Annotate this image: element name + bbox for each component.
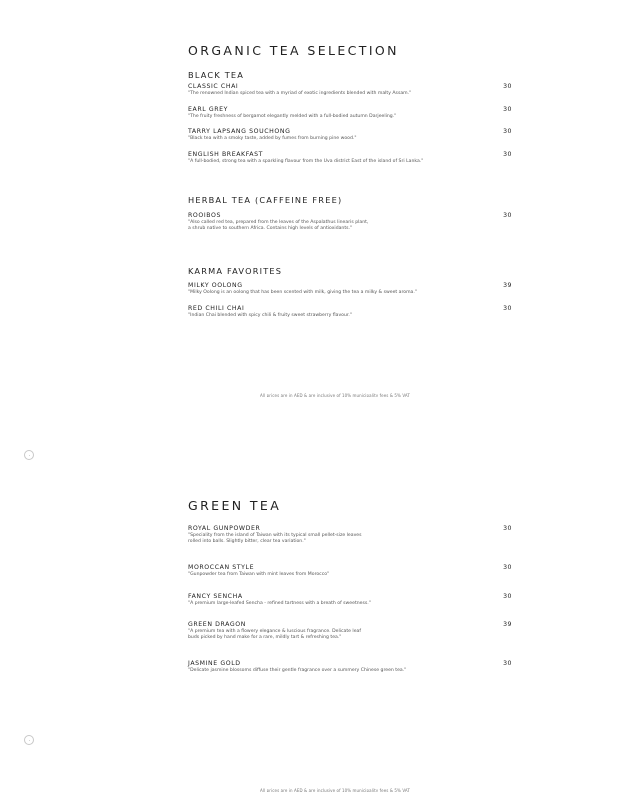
item-name: ENGLISH BREAKFAST — [188, 151, 264, 158]
menu-item — [188, 564, 512, 578]
page-title: ORGANIC TEA SELECTION — [188, 43, 399, 58]
item-description: "Delicate jasmine blossoms diffuse their gentle fragrance over a summery Chinese green tea." — [188, 668, 407, 673]
price-footnote: All prices are in AED & are inclusive of 10% municipality fees & 5% VAT — [260, 788, 410, 792]
menu-item — [188, 151, 512, 165]
menu-item — [188, 128, 512, 142]
menu-item — [188, 282, 512, 296]
item-name: TARRY LAPSANG SOUCHONG — [188, 128, 291, 135]
item-name: GREEN DRAGON — [188, 621, 246, 628]
menu-item — [188, 525, 512, 546]
item-price: 30 — [503, 151, 512, 158]
menu-item — [188, 305, 512, 319]
item-name: JASMINE GOLD — [188, 660, 241, 667]
item-name: ROOIBOS — [188, 212, 221, 219]
item-price: 30 — [503, 593, 512, 600]
menu-item — [188, 593, 512, 607]
footnote-clip — [0, 392, 640, 397]
section-heading-black-tea: BLACK TEA — [188, 70, 245, 80]
item-description: "Gunpowder tea from Taiwan with mint leaves from Morocco" — [188, 572, 330, 577]
menu-item — [188, 660, 512, 674]
item-description: "The renowned Indian spiced tea with a myriad of exotic ingredients blended with malty Assam." — [188, 91, 412, 96]
menu-item — [188, 212, 512, 233]
price-footnote: All prices are in AED & are inclusive of 10% municipality fees & 5% VAT — [260, 393, 410, 397]
item-price: 39 — [503, 282, 512, 289]
item-name: CLASSIC CHAI — [188, 83, 239, 90]
item-name: FANCY SENCHA — [188, 593, 243, 600]
item-price: 30 — [503, 564, 512, 571]
menu-item — [188, 83, 512, 97]
item-description: "A premium tea with a flowery elegance & luscious fragrance. Delicate leaf — [188, 629, 361, 634]
item-description: "Also called red tea, prepared from the leaves of the Aspalathus linearis plant, — [188, 220, 369, 225]
item-description: a shrub native to southern Africa. Contains high levels of antioxidants." — [188, 226, 353, 232]
item-description: buds picked by hand make for a rare, mildly tart & refreshing tea." — [188, 635, 342, 641]
item-price: 30 — [503, 525, 512, 532]
item-description: rolled into balls. Slightly bitter, clear tea variation." — [188, 539, 306, 545]
item-price: 30 — [503, 83, 512, 90]
item-price: 39 — [503, 621, 512, 628]
item-description: "Indian Chai blended with spicy chili & fruity sweet strawberry flavour." — [188, 313, 352, 318]
menu-item — [188, 106, 512, 120]
item-price: 30 — [503, 305, 512, 312]
item-price: 30 — [503, 212, 512, 219]
item-description: "A premium large-leafed Sencha - refined tartness with a breath of sweetness." — [188, 601, 371, 606]
item-description: "Speciality from the island of Taiwan with its typical small pellet-size leaves — [188, 533, 362, 538]
item-description: "Milky Oolong is an oolong that has been scented with milk, giving the tea a milky & sweet aroma." — [188, 290, 417, 295]
item-description: "A full-bodied, strong tea with a sparkling flavour from the Uva district East of the island of Sri Lanka." — [188, 159, 424, 164]
section-heading-herbal-tea: HERBAL TEA (CAFFEINE FREE) — [188, 195, 343, 205]
footnote-clip — [0, 787, 640, 792]
section-heading-karma-favorites: KARMA FAVORITES — [188, 266, 283, 276]
item-description: "The fruity freshness of bergamot elegantly melded with a full-bodied autumn Darjeeling." — [188, 114, 397, 119]
item-name: EARL GREY — [188, 106, 229, 113]
item-name: ROYAL GUNPOWDER — [188, 525, 261, 532]
item-name: MOROCCAN STYLE — [188, 564, 255, 571]
item-price: 30 — [503, 128, 512, 135]
item-description: "Black tea with a smoky taste, added by fumes from burning pine wood." — [188, 136, 357, 141]
page-title: GREEN TEA — [188, 498, 282, 513]
item-name: MILKY OOLONG — [188, 282, 243, 289]
menu-page-2 — [0, 400, 640, 800]
page-marker-icon — [24, 735, 34, 745]
menu-item — [188, 621, 512, 642]
item-price: 30 — [503, 106, 512, 113]
item-price: 30 — [503, 660, 512, 667]
item-name: RED CHILI CHAI — [188, 305, 245, 312]
